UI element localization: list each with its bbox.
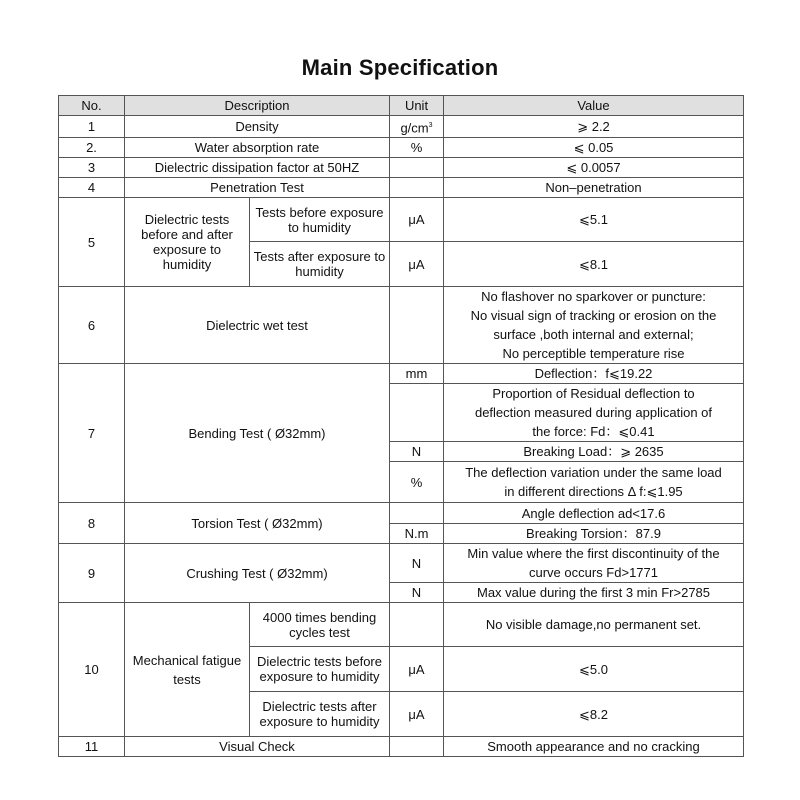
table-row bbox=[59, 198, 744, 242]
value-line: Min value where the first discontinuity of the bbox=[467, 546, 720, 562]
value-line: the force: Fd：⩽0.41 bbox=[532, 424, 655, 440]
row-number: 11 bbox=[59, 737, 125, 757]
value-line: No flashover no sparkover or puncture: bbox=[481, 289, 706, 305]
row-number: 10 bbox=[59, 603, 125, 737]
value-cell: Angle deflection ad<17.6 bbox=[444, 503, 744, 524]
table-row bbox=[59, 138, 744, 158]
row-number: 1 bbox=[59, 116, 125, 138]
value-cell: No visible damage,no permanent set. bbox=[444, 603, 744, 647]
value-cell bbox=[444, 544, 744, 583]
value-cell: Smooth appearance and no cracking bbox=[444, 737, 744, 757]
value-cell: Deflection：f⩽19.22 bbox=[444, 364, 744, 384]
value-cell: Breaking Torsion：87.9 bbox=[444, 524, 744, 544]
value-line: The deflection variation under the same load bbox=[465, 465, 722, 481]
sub-description-cell: Dielectric tests before exposure to humidity bbox=[250, 647, 390, 692]
unit-cell: N bbox=[390, 544, 444, 583]
value-cell bbox=[444, 384, 744, 442]
unit-base: g/cm bbox=[400, 120, 429, 136]
unit-superscript: 3 bbox=[428, 122, 433, 129]
table-row bbox=[59, 544, 744, 583]
description-cell: Torsion Test ( Ø32mm) bbox=[125, 503, 390, 544]
header-no: No. bbox=[59, 96, 125, 116]
row-number: 9 bbox=[59, 544, 125, 603]
unit-cell bbox=[390, 603, 444, 647]
row-number: 4 bbox=[59, 178, 125, 198]
unit-cell: N bbox=[390, 442, 444, 462]
value-line: curve occurs Fd>1771 bbox=[529, 565, 658, 581]
value-line: Proportion of Residual deflection to bbox=[492, 386, 695, 402]
group-description-cell: Mechanical fatigue tests bbox=[125, 603, 250, 737]
row-number: 7 bbox=[59, 364, 125, 503]
value-cell: ⩽8.1 bbox=[444, 242, 744, 287]
unit-cell: μA bbox=[390, 198, 444, 242]
unit-cell bbox=[390, 178, 444, 198]
value-line: in different directions Δ f:⩽1.95 bbox=[504, 484, 683, 500]
value-cell: ⩽5.1 bbox=[444, 198, 744, 242]
description-cell: Dielectric dissipation factor at 50HZ bbox=[125, 158, 390, 178]
table-row bbox=[59, 503, 744, 524]
description-cell: Density bbox=[125, 116, 390, 138]
unit-cell bbox=[390, 384, 444, 442]
group-description-cell: Dielectric tests before and after exposure to humidity bbox=[125, 198, 250, 287]
header-value: Value bbox=[444, 96, 744, 116]
description-cell: Dielectric wet test bbox=[125, 287, 390, 364]
unit-cell bbox=[390, 503, 444, 524]
value-cell: Max value during the first 3 min Fr>2785 bbox=[444, 583, 744, 603]
value-cell: Non–penetration bbox=[444, 178, 744, 198]
value-line: surface ,both internal and external; bbox=[493, 327, 694, 343]
unit-cell: μA bbox=[390, 647, 444, 692]
row-number: 2. bbox=[59, 138, 125, 158]
unit-cell: N bbox=[390, 583, 444, 603]
table-row bbox=[59, 178, 744, 198]
description-cell: Visual Check bbox=[125, 737, 390, 757]
sub-description-cell: 4000 times bending cycles test bbox=[250, 603, 390, 647]
value-line: No visual sign of tracking or erosion on the bbox=[470, 308, 717, 324]
table-row bbox=[59, 603, 744, 647]
row-number: 6 bbox=[59, 287, 125, 364]
unit-cell: μA bbox=[390, 692, 444, 737]
header-description: Description bbox=[125, 96, 390, 116]
unit-cell: % bbox=[390, 462, 444, 503]
page-title: Main Specification bbox=[301, 55, 499, 80]
unit-cell: N.m bbox=[390, 524, 444, 544]
description-cell: Water absorption rate bbox=[125, 138, 390, 158]
value-cell: ⩾ 2.2 bbox=[444, 116, 744, 138]
table-row bbox=[59, 116, 744, 138]
unit-cell: % bbox=[390, 138, 444, 158]
header-unit: Unit bbox=[390, 96, 444, 116]
value-cell: ⩽ 0.0057 bbox=[444, 158, 744, 178]
value-cell bbox=[444, 287, 744, 364]
description-cell: Crushing Test ( Ø32mm) bbox=[125, 544, 390, 603]
value-cell: ⩽5.0 bbox=[444, 647, 744, 692]
value-line: No perceptible temperature rise bbox=[502, 346, 685, 362]
value-cell bbox=[444, 462, 744, 503]
description-cell: Penetration Test bbox=[125, 178, 390, 198]
table-row bbox=[59, 287, 744, 364]
unit-cell bbox=[390, 737, 444, 757]
unit-cell bbox=[390, 287, 444, 364]
row-number: 8 bbox=[59, 503, 125, 544]
sub-description-cell: Tests before exposure to humidity bbox=[250, 198, 390, 242]
sub-description-cell: Tests after exposure to humidity bbox=[250, 242, 390, 287]
table-row bbox=[59, 364, 744, 384]
value-cell: Breaking Load：⩾ 2635 bbox=[444, 442, 744, 462]
unit-cell bbox=[390, 116, 444, 138]
header-row bbox=[59, 96, 744, 116]
value-cell: ⩽8.2 bbox=[444, 692, 744, 737]
unit-cell bbox=[390, 158, 444, 178]
description-cell: Bending Test ( Ø32mm) bbox=[125, 364, 390, 503]
row-number: 5 bbox=[59, 198, 125, 287]
row-number: 3 bbox=[59, 158, 125, 178]
table-row bbox=[59, 158, 744, 178]
unit-cell: mm bbox=[390, 364, 444, 384]
value-cell: ⩽ 0.05 bbox=[444, 138, 744, 158]
unit-cell: μA bbox=[390, 242, 444, 287]
value-line: deflection measured during application of bbox=[474, 405, 713, 421]
specification-table bbox=[58, 95, 744, 757]
table-row bbox=[59, 737, 744, 757]
sub-description-cell: Dielectric tests after exposure to humidity bbox=[250, 692, 390, 737]
